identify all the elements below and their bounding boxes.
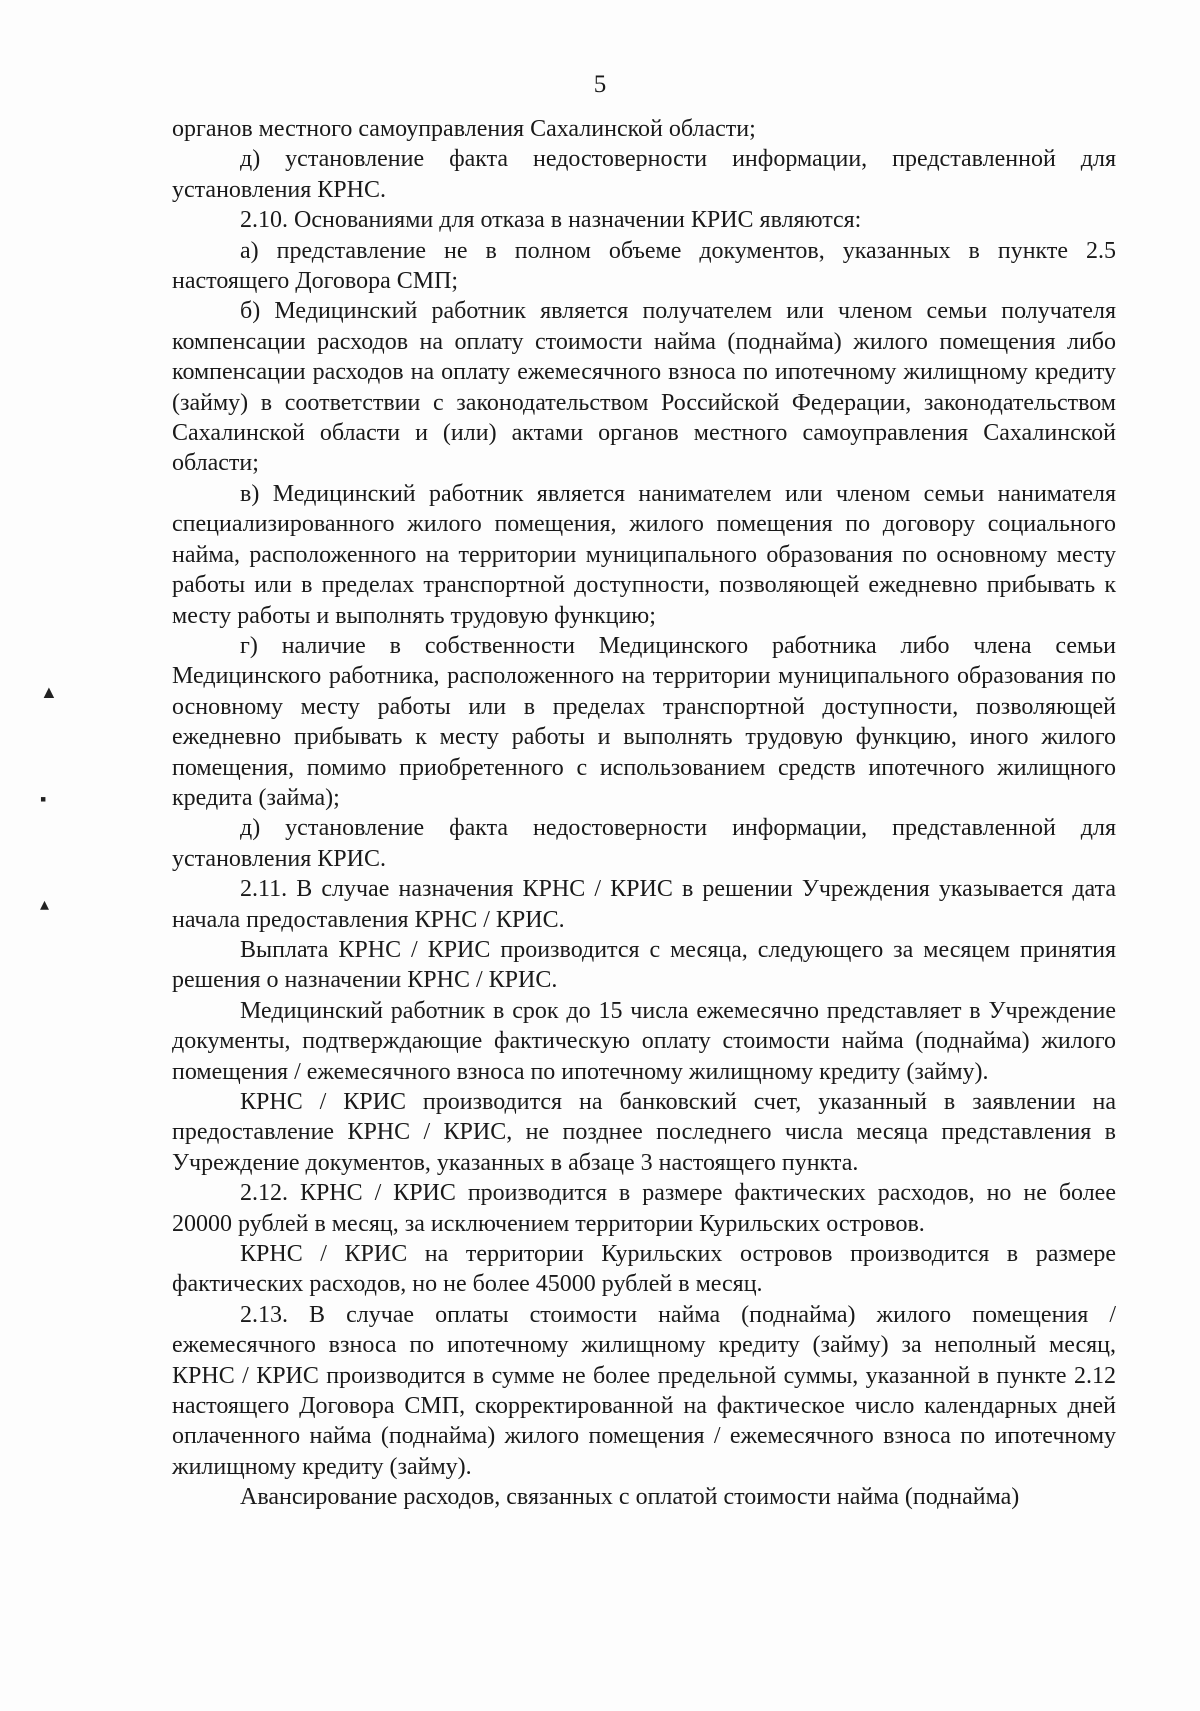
paragraph: 2.11. В случае назначения КРНС / КРИС в решении Учреждения указывается дата начала предоставления КРНС / КРИС.: [172, 876, 1116, 933]
page-number: 5: [593, 71, 607, 98]
paragraph: б) Медицинский работник является получателем или членом семьи получателя компенсации расходов на оплату стоимости найма (поднайма) жилого помещения либо компенсации расходов на оплату ежемесячного взноса по ипотечному жилищному кредиту (займу) в соответствии с законодательством Российской Федерации, законодательством Сахалинской области и (или) актами органов местного самоуправления Сахалинской области;: [172, 298, 1116, 477]
paragraph: Выплата КРНС / КРИС производится с месяца, следующего за месяцем принятия решения о назначении КРНС / КРИС.: [172, 936, 1116, 994]
margin-mark: ▪: [40, 789, 47, 809]
paragraph: 2.10. Основаниями для отказа в назначении КРИС являются:: [240, 207, 862, 234]
paragraph: Медицинский работник в срок до 15 числа ежемесячно представляет в Учреждение документы, подтверждающие фактическую оплату стоимости найма (поднайма) жилого помещения / ежемесячного взноса по ипотечному жилищному кредиту (займу).: [172, 997, 1116, 1085]
paragraph: КРНС / КРИС производится на банковский счет, указанный в заявлении на предоставление КРНС / КРИС, не позднее последнего числа месяца представления в Учреждение документов, указанных в абзаце 3 настоящего пункта.: [172, 1089, 1116, 1176]
paragraph: органов местного самоуправления Сахалинской области;: [172, 116, 756, 142]
paragraph: г) наличие в собственности Медицинского работника либо члена семьи Медицинского работника, расположенного на территории муниципального образования по основному месту работы или в пределах транспортной доступности, позволяющей ежедневно прибывать к месту работы и выполнять трудовую функцию, иного жилого помещения, помимо приобретенного с использованием средств ипотечного жилищного кредита (займа);: [172, 632, 1116, 811]
margin-mark: ▲: [40, 682, 58, 702]
paragraph: КРНС / КРИС на территории Курильских островов производится в размере фактических расходов, но не более 45000 рублей в месяц.: [172, 1241, 1116, 1298]
paragraph: а) представление не в полном объеме документов, указанных в пункте 2.5 настоящего Договора СМП;: [172, 237, 1116, 295]
paragraph: д) установление факта недостоверности информации, представленной для установления КРИС.: [172, 815, 1116, 872]
paragraph: 2.13. В случае оплаты стоимости найма (поднайма) жилого помещения / ежемесячного взноса по ипотечному жилищному кредиту (займу) за неполный месяц, КРНС / КРИС производится в сумме не более предельной суммы, указанной в пункте 2.12 настоящего Договора СМП, скорректированной на фактическое число календарных дней оплаченного найма (поднайма) жилого помещения / ежемесячного взноса по ипотечному жилищному кредиту (займу).: [172, 1301, 1116, 1480]
paragraph: д) установление факта недостоверности информации, представленной для установления КРНС.: [172, 146, 1116, 203]
paragraph: в) Медицинский работник является нанимателем или членом семьи нанимателя специализированного жилого помещения, жилого помещения по договору социального найма, расположенного на территории муниципального образования по основному месту работы или в пределах транспортной доступности, позволяющей ежедневно прибывать к месту работы и выполнять трудовую функцию;: [172, 480, 1116, 629]
paragraph: Авансирование расходов, связанных с оплатой стоимости найма (поднайма): [240, 1484, 1020, 1511]
margin-mark: ▴: [40, 894, 50, 914]
paragraph: 2.12. КРНС / КРИС производится в размере фактических расходов, но не более 20000 рублей в месяц, за исключением территории Курильских островов.: [172, 1180, 1116, 1237]
document-body: [172, 114, 1116, 1513]
